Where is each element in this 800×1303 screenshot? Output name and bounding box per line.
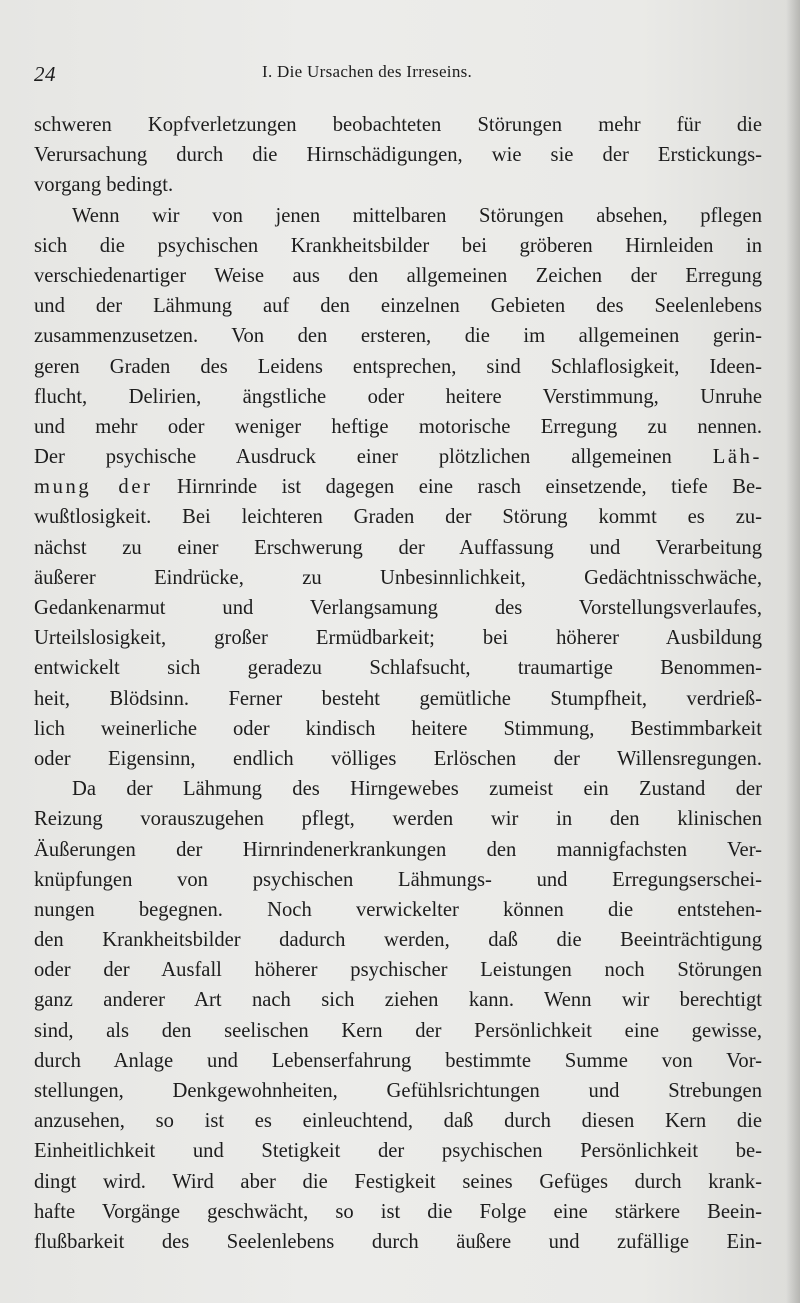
text-line: wußtlosigkeit. Bei leichteren Graden der Störung kommt es zu-: [34, 506, 762, 529]
page-header: [34, 62, 762, 90]
text-line: nächst zu einer Erschwerung der Auffassung und Verarbeitung: [34, 536, 762, 559]
text-fragment: Der psychische Ausdruck einer plötzlichen allgemeinen: [34, 446, 672, 469]
text-line: vorgang bedingt.: [34, 174, 174, 197]
text-line-with-spaced-word: [34, 442, 762, 472]
text-line: zusammenzusetzen. Von den ersteren, die im allgemeinen gerin-: [34, 325, 762, 348]
running-head: I. Die Ursachen des Irreseins.: [262, 62, 473, 81]
text-line: und der Lähmung auf den einzelnen Gebieten des Seelenlebens: [34, 295, 762, 318]
text-line: durch Anlage und Lebenserfahrung bestimmte Summe von Vor-: [34, 1049, 762, 1072]
text-line: heit, Blödsinn. Ferner besteht gemütliche Stumpfheit, verdrieß-: [34, 687, 762, 710]
text-line: flußbarkeit des Seelenlebens durch äußere und zufällige Ein-: [34, 1230, 762, 1253]
text-line: Wenn wir von jenen mittelbaren Störungen absehen, pflegen: [72, 204, 762, 227]
text-line: Gedankenarmut und Verlangsamung des Vorstellungsverlaufes,: [34, 597, 762, 619]
text-line: entwickelt sich geradezu Schlafsucht, traumartige Benommen-: [34, 657, 762, 680]
text-line: sich die psychischen Krankheitsbilder bei gröberen Hirnleiden in: [34, 234, 762, 257]
text-line: oder Eigensinn, endlich völliges Erlöschen der Willensregungen.: [34, 747, 762, 770]
text-line: Verursachung durch die Hirnschädigungen, wie sie der Erstickungs-: [34, 144, 762, 167]
page-edge-shadow: [786, 0, 800, 1303]
text-line: Äußerungen der Hirnrindenerkrankungen den mannigfachsten Ver-: [34, 838, 762, 861]
spaced-emphasis: mung der: [34, 476, 153, 499]
text-line: äußerer Eindrücke, zu Unbesinnlichkeit, Gedächtnisschwäche,: [34, 566, 762, 589]
text-line: knüpfungen von psychischen Lähmungs- und Erregungserschei-: [34, 868, 762, 891]
page-number: 24: [34, 62, 56, 86]
text-line: lich weinerliche oder kindisch heitere Stimmung, Bestimmbarkeit: [34, 717, 762, 740]
text-line: Urteilslosigkeit, großer Ermüdbarkeit; bei höherer Ausbildung: [34, 627, 762, 650]
text-line: Da der Lähmung des Hirngewebes zumeist ein Zustand der: [72, 778, 762, 801]
text-line: flucht, Delirien, ängstliche oder heitere Verstimmung, Unruhe: [34, 385, 762, 408]
text-line: schweren Kopfverletzungen beobachteten Störungen mehr für die: [34, 114, 762, 136]
text-line: und mehr oder weniger heftige motorische Erregung zu nennen.: [34, 415, 762, 438]
text-line: Reizung vorauszugehen pflegt, werden wir in den klinischen: [34, 808, 762, 831]
text-line: geren Graden des Leidens entsprechen, sind Schlaflosigkeit, Ideen-: [34, 355, 762, 378]
spaced-emphasis: Läh-: [712, 446, 762, 469]
text-line: stellungen, Denkgewohnheiten, Gefühlsrichtungen und Strebungen: [34, 1080, 762, 1102]
text-line: Einheitlichkeit und Stetigkeit der psychischen Persönlichkeit be-: [34, 1140, 762, 1163]
text-line: oder der Ausfall höherer psychischer Leistungen noch Störungen: [34, 959, 762, 982]
text-line: verschiedenartiger Weise aus den allgemeinen Zeichen der Erregung: [34, 264, 762, 287]
text-line: nungen begegnen. Noch verwickelter können die entstehen-: [34, 898, 762, 921]
body-text: [34, 110, 762, 1257]
text-line: ganz anderer Art nach sich ziehen kann. Wenn wir berechtigt: [34, 989, 762, 1012]
text-line: anzusehen, so ist es einleuchtend, daß durch diesen Kern die: [34, 1110, 762, 1133]
text-line-with-spaced-word: [34, 472, 762, 502]
text-line: dingt wird. Wird aber die Festigkeit seines Gefüges durch krank-: [34, 1170, 762, 1193]
text-fragment: Hirnrinde ist dagegen eine rasch einsetzende, tiefe Be-: [177, 476, 762, 499]
text-line: den Krankheitsbilder dadurch werden, daß die Beeinträchtigung: [34, 929, 762, 952]
text-line: hafte Vorgänge geschwächt, so ist die Folge eine stärkere Beein-: [34, 1200, 762, 1223]
text-line: sind, als den seelischen Kern der Persönlichkeit eine gewisse,: [34, 1019, 762, 1042]
